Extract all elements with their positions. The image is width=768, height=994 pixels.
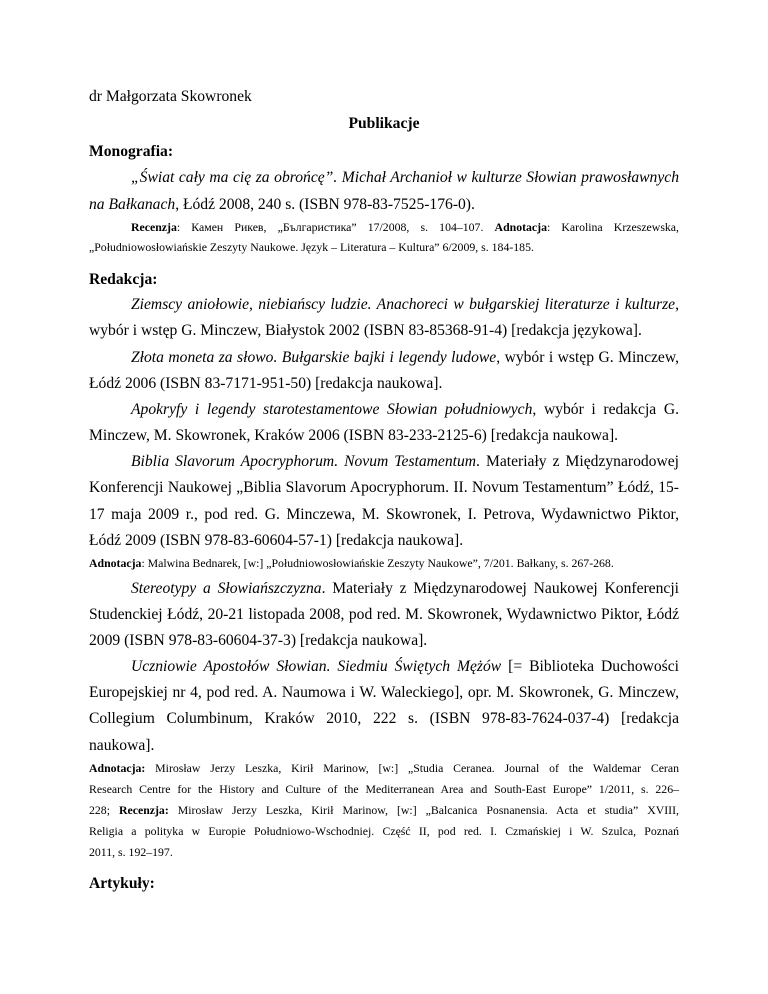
note-text: 228; [89,803,119,817]
edited-entry-4-cont-1: Konferencji Naukowej „Biblia Slavorum Apocryphorum. II. Novum Testamentum” Łódź, 15- [89,479,679,496]
note-text: Mirosław Jerzy Leszka, Kirił Marinow, [w:] „Studia Ceranea. Journal of the Waldemar Ceran [145,761,679,775]
edited-entry-4-cont-2: 17 maja 2009 r., pod red. G. Minczewa, M. Skowronek, I. Petrova, Wydawnictwo Piktor, [89,506,679,523]
edited-entry-5-cont-2: 2009 (ISBN 978-83-60604-37-3) [redakcja naukowa]. [89,632,428,649]
edited-entry-1-cont: wybór i wstęp G. Minczew, Białystok 2002 (ISBN 83-85368-91-4) [redakcja językowa]. [89,322,642,339]
note-text: : Karolina Krzeszewska, [546,220,679,234]
edited-entry-4-cont-3: Łódź 2009 (ISBN 978-83-60604-57-1) [redakcja naukowa]. [89,532,464,549]
edited-entry-2-title-line [131,349,679,367]
edited-entry-4-title: Biblia Slavorum Apocryphorum. Novum Testamentum [131,453,477,470]
edited-entry-6-note-2: Research Centre for the History and Culture of the Mediterranean Area and South-East Europe” 1/2011, s. 226– [89,782,679,796]
review-label: Recenzja: [118,803,169,817]
edited-entry-5-title-line [131,580,679,598]
edited-entry-6-cont-3: naukowa]. [89,737,155,754]
edited-entry-3-cont: Minczew, M. Skowronek, Kraków 2006 (ISBN 83-233-2125-6) [redakcja naukowa]. [89,427,619,444]
monograph-title-line1: „Świat cały ma cię za obrońcę”. Michał Archanioł w kulturze Słowian prawosławnych [131,169,679,186]
edited-entry-6-title-line [131,658,679,676]
edited-entry-6-cont-2: Collegium Columbinum, Kraków 2010, 222 s. (ISBN 978-83-7624-037-4) [redakcja [89,710,679,727]
edited-entry-4-title-tail: . Materiały z Międzynarodowej [476,453,679,470]
edited-entry-2-cont: Łódź 2006 (ISBN 83-7171-951-50) [redakcja naukowa]. [89,375,443,392]
edited-entry-6-cont-1: Europejskiej nr 4, pod red. A. Naumowa i W. Waleckiego], opr. M. Skowronek, G. Minczew, [89,684,679,701]
edited-entry-3-title-tail: , wybór i redakcja G. [532,401,679,418]
edited-entry-1-title-tail: , [675,296,679,313]
note-text: : Malwina Bednarek, [w:] „Południowosłowiańskie Zeszyty Naukowe”, 7/201. Bałkany, s. 267-268. [141,556,614,570]
review-label: Recenzja [131,220,177,234]
section-heading-redakcja: Redakcja: [89,271,158,288]
edited-entry-4-note [89,556,614,570]
edited-entry-5-cont-1: Studenckiej Łódź, 20-21 listopada 2008, pod red. M. Skowronek, Wydawnictwo Piktor, Łódź [89,606,679,623]
edited-entry-6-title: Uczniowie Apostołów Słowian. Siedmiu Świętych Mężów [131,658,502,675]
note-label: Adnotacja [494,220,547,234]
monograph-review-line [131,220,679,234]
edited-entry-2-title-tail: , wybór i wstęp G. Minczew, [496,349,679,366]
edited-entry-6-note-3 [89,803,679,817]
edited-entry-5-title-tail: . Materiały z Międzynarodowej Naukowej Konferencji [321,580,679,597]
edited-entry-2-title: Złota moneta za słowo. Bułgarskie bajki i legendy ludowe [131,349,497,366]
monograph-details: , Łódź 2008, 240 s. (ISBN 978-83-7525-176-0). [175,196,475,213]
monograph-note-line2: „Południowosłowiańskie Zeszyty Naukowe. Język – Literatura – Kultura” 6/2009, s. 184-185. [89,240,534,254]
monograph-title-line2: na Bałkanach [89,196,176,213]
edited-entry-6-review-2: Religia a polityka w Europie Południowo-Wschodniej. Część II, pod red. I. Czmańskiej i W. Szulca, Poznań [89,824,679,838]
edited-entry-5-title: Stereotypy a Słowiańszczyzna [131,580,322,597]
section-heading-monografia: Monografia: [89,143,174,160]
section-heading-artykuly: Artykuły: [89,875,155,892]
note-label: Adnotacja: [89,761,146,775]
edited-entry-4-title-line [131,453,679,471]
review-text: Mirosław Jerzy Leszka, Kirił Marinow, [w:] „Balcanica Posnanensia. Acta et studia” XVIII, [168,803,679,817]
edited-entry-3-title-line [131,401,679,419]
author-name: dr Małgorzata Skowronek [89,88,252,105]
note-label: Adnotacja [89,556,142,570]
review-text: : Камен Рикев, „Българистика” 17/2008, s. 104–107. [176,220,495,234]
page-title: Publikacje [348,115,420,132]
edited-entry-1-title: Ziemscy aniołowie, niebiańscy ludzie. Anachoreci w bułgarskiej literaturze i kulturze [131,296,676,313]
edited-entry-1-title-line [131,296,679,314]
edited-entry-3-title: Apokryfy i legendy starotestamentowe Słowian południowych [131,401,533,418]
edited-entry-6-note-1 [89,761,679,775]
monograph-details-line [89,196,475,214]
edited-entry-6-title-tail: [= Biblioteka Duchowości [501,658,679,675]
edited-entry-6-review-3: 2011, s. 192–197. [89,845,173,859]
